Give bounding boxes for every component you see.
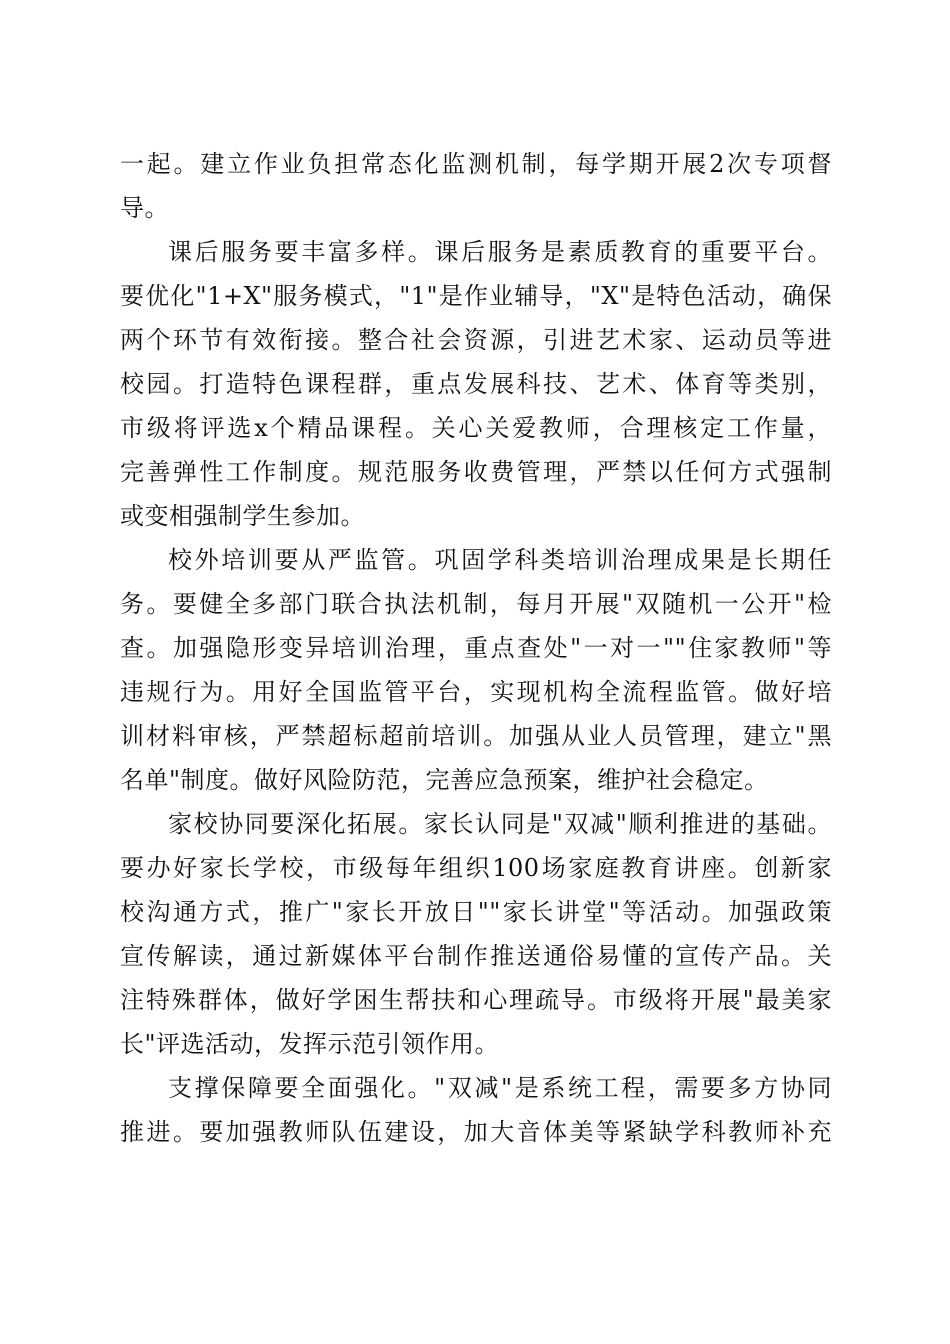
text-line: 违规行为。用好全国监管平台，实现机构全流程监管。做好培: [120, 678, 832, 706]
text-line: 推进。要加强教师队伍建设，加大音体美等紧缺学科教师补充: [120, 1118, 832, 1146]
paragraph-start-line: 家校协同要深化拓展。家长认同是"双减"顺利推进的基础。: [168, 810, 832, 838]
text-line: 市级将评选x个精品课程。关心关爱教师，合理核定工作量，: [120, 414, 832, 442]
paragraph-start-line: 支撑保障要全面强化。"双减"是系统工程，需要多方协同: [168, 1074, 832, 1102]
paragraph-start-line: 校外培训要从严监管。巩固学科类培训治理成果是长期任: [168, 546, 832, 574]
text-line: 长"评选活动，发挥示范引领作用。: [120, 1030, 500, 1058]
text-line: 一起。建立作业负担常态化监测机制，每学期开展2次专项督: [120, 150, 832, 178]
text-line: 导。: [120, 194, 169, 222]
text-line: 训材料审核，严禁超标超前培训。加强从业人员管理，建立"黑: [120, 722, 832, 750]
text-line: 务。要健全多部门联合执法机制，每月开展"双随机一公开"检: [120, 590, 832, 618]
text-line: 两个环节有效衔接。整合社会资源，引进艺术家、运动员等进: [120, 326, 832, 354]
text-line: 校园。打造特色课程群，重点发展科技、艺术、体育等类别，: [120, 370, 832, 398]
text-line: 或变相强制学生参加。: [120, 502, 365, 530]
text-line: 注特殊群体，做好学困生帮扶和心理疏导。市级将开展"最美家: [120, 986, 832, 1014]
text-line: 宣传解读，通过新媒体平台制作推送通俗易懂的宣传产品。关: [120, 942, 832, 970]
paragraph-start-line: 课后服务要丰富多样。课后服务是素质教育的重要平台。: [168, 238, 832, 266]
text-line: 要优化"1+X"服务模式，"1"是作业辅导，"X"是特色活动，确保: [120, 282, 832, 310]
text-line: 要办好家长学校，市级每年组织100场家庭教育讲座。创新家: [120, 854, 832, 882]
text-line: 校沟通方式，推广"家长开放日""家长讲堂"等活动。加强政策: [120, 898, 832, 926]
text-line: 完善弹性工作制度。规范服务收费管理，严禁以任何方式强制: [120, 458, 832, 486]
text-line: 名单"制度。做好风险防范，完善应急预案，维护社会稳定。: [120, 766, 769, 794]
text-line: 查。加强隐形变异培训治理，重点查处"一对一""住家教师"等: [120, 634, 832, 662]
